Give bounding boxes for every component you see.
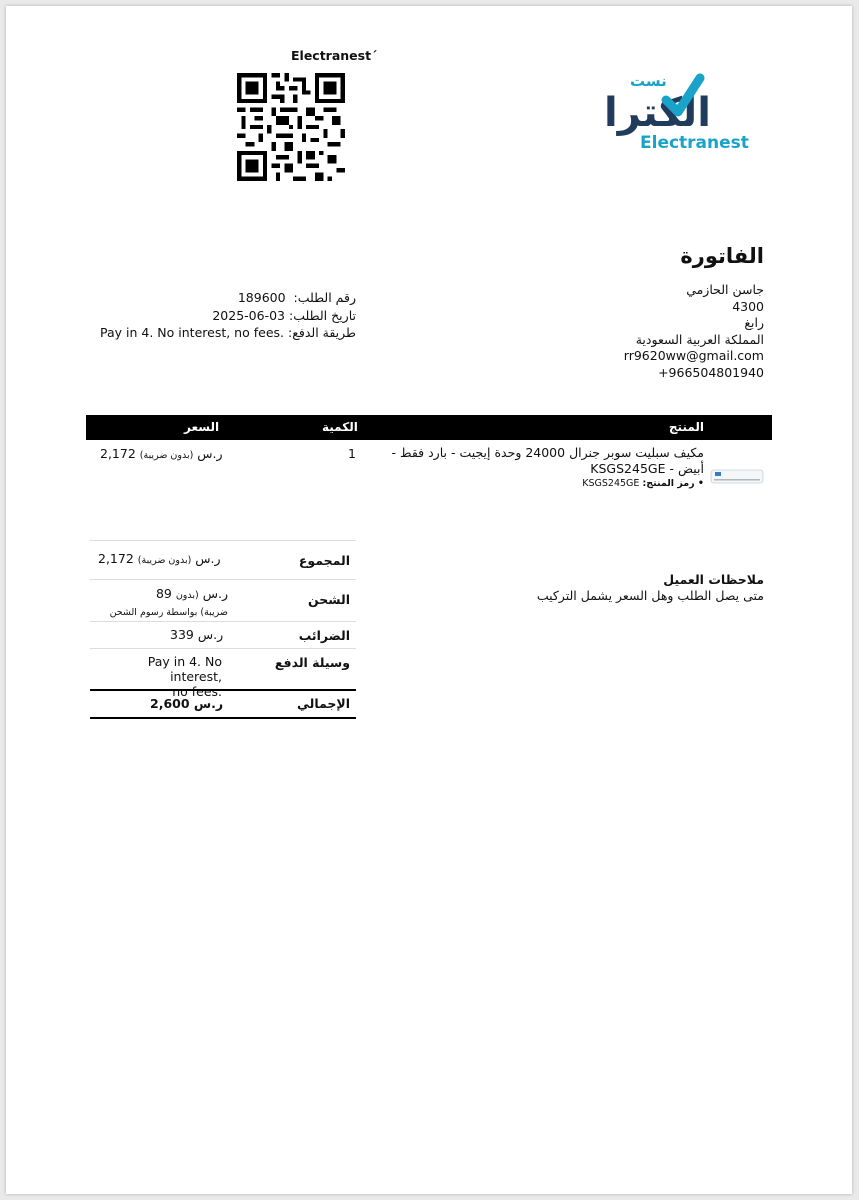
summary-payment <box>90 649 356 699</box>
customer-address <box>504 282 764 382</box>
logo-mark-icon <box>596 64 756 154</box>
invoice-title: الفاتورة <box>680 244 764 268</box>
order-info <box>100 289 356 342</box>
notes-text: متى يصل الطلب وهل السعر يشمل التركيب <box>536 588 764 603</box>
header-product: المنتج <box>668 420 704 434</box>
product-quantity: 1 <box>348 446 356 461</box>
product-name: مكيف سبليت سوبر جنرال 24000 وحدة إيجيت - بارد فقط - أبيض - KSGS245GE <box>391 445 704 476</box>
total-label: الإجمالي <box>296 696 350 711</box>
logo-latin: Electranest <box>640 133 749 153</box>
shipping-label: الشحن <box>308 592 350 607</box>
sku-value: KSGS245GE <box>582 478 640 489</box>
sku-label: • رمز المنتج: <box>642 478 704 489</box>
subtotal-value: 2,172 ر.س <box>98 551 221 566</box>
customer-address-line: 4300 <box>732 298 764 314</box>
store-name: Electranest´ <box>291 48 378 63</box>
customer-city: رابغ <box>744 315 764 331</box>
shipping-note-2: ضريبة) بواسطة رسوم الشحن <box>109 607 228 618</box>
table-header <box>86 415 772 440</box>
customer-email: rr9620ww@gmail.com <box>623 348 764 364</box>
product-sku-line <box>582 478 704 489</box>
order-number-label: رقم الطلب: <box>293 290 356 305</box>
order-summary <box>90 540 356 719</box>
payment-method: Pay in 4. No interest, no fees. <box>100 325 284 340</box>
logo-arabic-small: نست <box>630 72 667 90</box>
customer-notes <box>537 572 764 604</box>
price-note: (بدون ضريبة) <box>139 450 194 461</box>
logo-arabic: الكترا <box>604 90 711 136</box>
table-row <box>86 440 772 498</box>
tax-value: 339 ر.س <box>170 627 224 642</box>
invoice-page <box>6 6 852 1194</box>
customer-phone: +966504801940 <box>658 364 764 380</box>
payment-line-1: Pay in 4. No interest, <box>147 654 222 684</box>
subtotal-note: (بدون ضريبة) <box>137 555 192 566</box>
tax-label: الضرائب <box>298 628 350 643</box>
order-date-label: تاريخ الطلب: <box>288 307 356 323</box>
brand-logo <box>596 64 756 154</box>
order-date: 2025-06-03 <box>212 307 285 323</box>
customer-name: جاسن الحازمي <box>686 282 764 297</box>
subtotal-label: المجموع <box>298 553 350 568</box>
product-price <box>100 446 223 461</box>
summary-tax <box>90 622 356 649</box>
price-value: 2,172 ر.س <box>100 446 223 461</box>
qr-code <box>237 73 345 181</box>
summary-shipping <box>90 580 356 622</box>
summary-total <box>90 689 356 719</box>
notes-title: ملاحظات العميل <box>663 572 764 587</box>
shipping-note-1: (بدون <box>175 590 199 601</box>
customer-country: المملكة العربية السعودية <box>635 331 764 347</box>
product-thumbnail-icon <box>710 467 764 487</box>
payment-method-label: طريقة الدفع: <box>287 325 356 340</box>
payment-line-2: no fees. <box>172 684 222 699</box>
order-number: 189600 <box>237 290 286 305</box>
shipping-value: 89 ر.س <box>155 586 228 601</box>
header-price: السعر <box>184 420 220 434</box>
header-quantity: الكمية <box>322 420 358 434</box>
payment-label: وسيلة الدفع <box>274 655 350 670</box>
total-value: 2,600 ر.س <box>150 696 224 711</box>
summary-subtotal <box>90 540 356 580</box>
